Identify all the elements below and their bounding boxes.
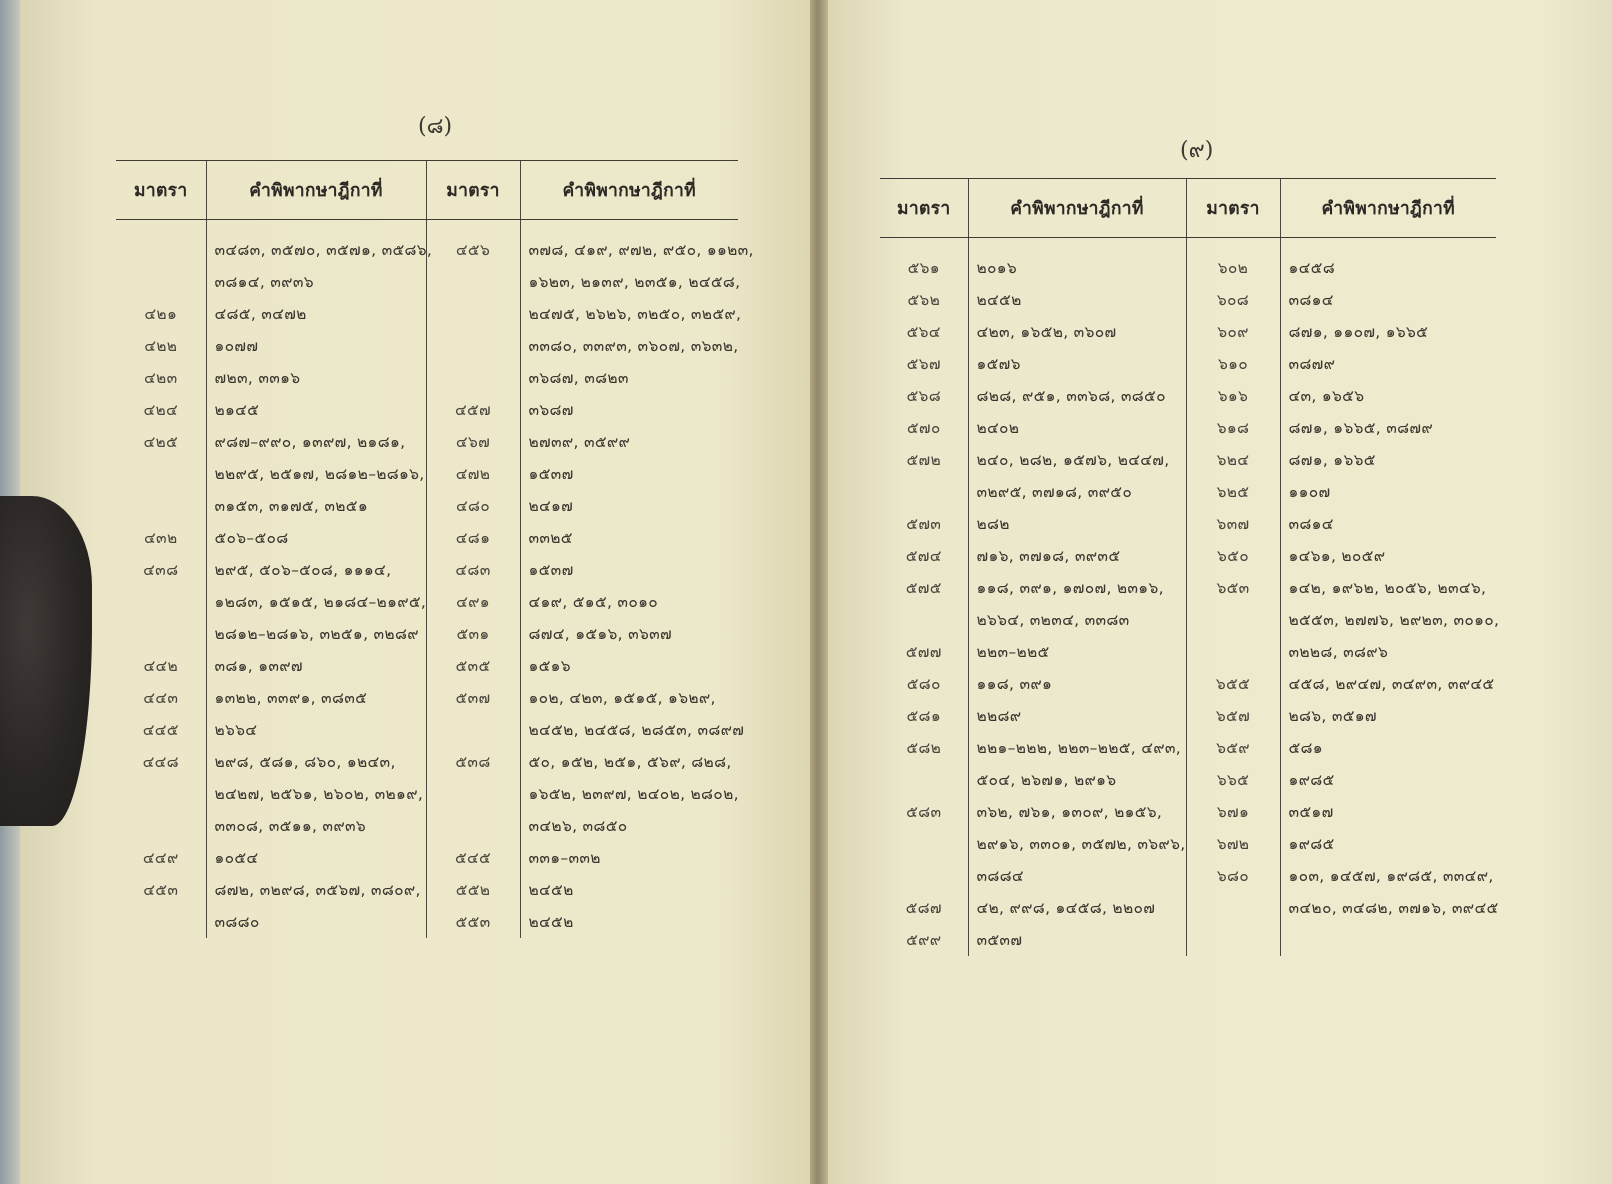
section-column (880, 238, 968, 957)
judgment-column (520, 220, 754, 939)
section-spacer (116, 586, 206, 618)
judgment-numbers-line: ๑๓๒๒, ๓๓๙๑, ๓๘๓๕ (214, 689, 368, 707)
judgment-numbers-line: ๒๔๐๒ (976, 419, 1020, 437)
judgment-column (1280, 238, 1500, 957)
section-spacer (116, 490, 206, 522)
section-number: ๕๘๒ (906, 739, 942, 757)
section-number: ๔๘๑ (455, 529, 491, 547)
page-number: (๘) (418, 114, 453, 139)
header-judgment-numbers: คำพิพากษาฎีกาที่ (206, 161, 426, 220)
judgment-numbers-line: ๓๖๘๗ (528, 401, 574, 419)
judgment-numbers-line: ๑๕๗๖ (976, 355, 1021, 373)
section-spacer (427, 330, 520, 362)
judgment-column (968, 238, 1186, 957)
section-number: ๔๕๓ (143, 881, 179, 899)
section-number: ๕๕๒ (455, 881, 491, 899)
section-number: ๕๓๑ (456, 625, 490, 643)
judgment-numbers-line: ๓๔๘๓, ๓๕๗๐, ๓๕๗๑, ๓๕๘๖, (214, 241, 433, 259)
table-header-row (880, 179, 1496, 238)
section-spacer (880, 604, 968, 636)
table-row (880, 238, 1496, 957)
judgment-numbers-line: ๔๕๘, ๒๙๔๗, ๓๔๙๓, ๓๙๔๕ (1288, 675, 1495, 693)
judgment-numbers-line: ๒๙๑๖, ๓๓๐๑, ๓๕๗๒, ๓๖๙๖, (976, 835, 1186, 853)
judgment-numbers-line: ๓๑๕๓, ๓๑๗๕, ๓๒๕๑ (214, 497, 368, 515)
judgment-numbers-line: ๓๕๑๗ (1288, 803, 1334, 821)
section-spacer (880, 828, 968, 860)
header-judgment-numbers: คำพิพากษาฎีกาที่ (1280, 179, 1496, 238)
judgment-numbers-line: ๘๒๘, ๙๕๑, ๓๓๖๘, ๓๘๕๐ (976, 387, 1166, 405)
judgment-numbers-line: ๒๙๕, ๕๐๖–๕๐๘, ๑๑๑๔, (214, 561, 392, 579)
judgment-numbers-line: ๓๔๒๐, ๓๔๘๒, ๓๗๑๖, ๓๙๔๕ (1288, 899, 1499, 917)
header-section: มาตรา (426, 161, 520, 220)
thumb-shadow (0, 496, 92, 826)
section-number: ๔๔๓ (143, 689, 179, 707)
judgment-numbers-line: ๕๘๑ (1288, 739, 1323, 757)
judgment-numbers-line: ๔๒๓, ๑๖๕๒, ๓๖๐๗ (976, 323, 1117, 341)
section-number: ๔๒๓ (144, 369, 178, 387)
judgment-numbers-line: ๔๑๙, ๕๑๕, ๓๐๑๐ (528, 593, 658, 611)
judgment-numbers-line: ๓๔๒๖, ๓๘๕๐ (528, 817, 628, 835)
section-spacer (880, 860, 968, 892)
section-number: ๖๐๘ (1216, 291, 1250, 309)
section-number: ๕๗๔ (905, 547, 942, 565)
judgment-numbers-line: ๑๖๒๓, ๒๑๓๙, ๒๓๕๑, ๒๔๕๘, (528, 273, 741, 291)
judgment-numbers-line: ๓๘๘๐ (214, 913, 260, 931)
judgment-numbers-line: ๑๑๘, ๓๙๑, ๑๗๐๗, ๒๓๑๖, (976, 579, 1164, 597)
judgment-numbers-line: ๒๒๘๙ (976, 707, 1022, 725)
judgment-numbers-line: ๓๖๘๗, ๓๘๒๓ (528, 369, 629, 387)
judgment-numbers-line: ๘๗๔, ๑๕๑๖, ๓๖๓๗ (528, 625, 672, 643)
judgment-numbers-line: ๓๓๐๘, ๓๕๑๑, ๓๙๓๖ (214, 817, 367, 835)
section-number: ๕๘๑ (906, 707, 941, 725)
section-spacer (116, 618, 206, 650)
judgment-numbers-line: ๕๐๖–๕๐๘ (214, 529, 289, 547)
judgment-numbers-line: ๓๘๑๔ (1288, 291, 1334, 309)
page-number: (๙) (1180, 138, 1214, 163)
judgment-numbers-line: ๘๗๒, ๓๒๙๘, ๓๕๖๗, ๓๘๐๙, (214, 881, 421, 899)
section-spacer (1187, 604, 1280, 636)
section-spacer (116, 810, 206, 842)
section-number: ๔๙๑ (456, 593, 490, 611)
section-spacer (1187, 636, 1280, 668)
section-number: ๕๕๓ (455, 913, 491, 931)
judgment-numbers-line: ๔๘๕, ๓๔๗๒ (214, 305, 307, 323)
judgment-numbers-line: ๑๐๓, ๑๔๕๗, ๑๙๘๕, ๓๓๔๙, (1288, 867, 1494, 885)
judgment-numbers-line: ๒๔๐, ๒๘๒, ๑๕๗๖, ๒๔๔๗, (976, 451, 1170, 469)
table-header-row (116, 161, 738, 220)
section-column (426, 220, 520, 939)
judgment-numbers-line: ๒๙๘, ๕๘๑, ๘๖๐, ๑๒๔๓, (214, 753, 396, 771)
section-number: ๕๖๑ (907, 259, 940, 277)
section-spacer (116, 234, 206, 266)
judgment-numbers-line: ๘๗๑, ๑๖๖๕, ๓๘๗๙ (1288, 419, 1433, 437)
section-number: ๔๔๘ (142, 753, 179, 771)
section-number: ๕๘๗ (905, 899, 942, 917)
section-spacer (116, 778, 206, 810)
judgment-numbers-line: ๑๐๕๔ (214, 849, 259, 867)
judgment-numbers-line: ๗๑๖, ๓๗๑๘, ๓๙๓๕ (976, 547, 1121, 565)
section-number: ๕๘๐ (906, 675, 941, 693)
judgment-numbers-line: ๕๐๔, ๒๖๗๑, ๒๙๑๖ (976, 771, 1117, 789)
judgment-numbers-line: ๓๘๘๔ (976, 867, 1024, 885)
judgment-numbers-line: ๒๔๗๕, ๒๖๒๖, ๓๒๕๐, ๓๒๕๙, (528, 305, 742, 323)
judgment-numbers-line: ๓๘๑๔ (1288, 515, 1334, 533)
judgment-numbers-line: ๒๒๙๕, ๒๕๑๗, ๒๘๑๒–๒๘๑๖, (214, 465, 425, 483)
section-number: ๖๕๗ (1215, 707, 1251, 725)
section-spacer (116, 906, 206, 938)
judgment-numbers-line: ๓๗๘, ๔๑๙, ๙๗๒, ๙๕๐, ๑๑๒๓, (528, 241, 754, 259)
section-number: ๕๖๗ (906, 355, 941, 373)
section-spacer (880, 764, 968, 796)
judgment-numbers-line: ๘๗๑, ๑๑๐๗, ๑๖๖๕ (1288, 323, 1429, 341)
left-page (20, 0, 810, 1184)
judgment-numbers-line: ๑๙๘๕ (1288, 835, 1335, 853)
section-number: ๕๘๓ (906, 803, 942, 821)
judgment-numbers-line: ๑๔๒, ๑๙๖๒, ๒๐๕๖, ๒๓๔๖, (1288, 579, 1487, 597)
section-number: ๖๓๗ (1216, 515, 1250, 533)
section-number: ๔๒๕ (143, 433, 179, 451)
section-number: ๔๕๖ (455, 241, 491, 259)
judgment-numbers-line: ๒๒๓–๒๒๕ (976, 643, 1050, 661)
section-number: ๖๗๑ (1216, 803, 1250, 821)
judgment-numbers-line: ๗๒๓, ๓๓๑๖ (214, 369, 301, 387)
judgment-numbers-line: ๑๙๘๕ (1288, 771, 1335, 789)
section-number: ๖๕๕ (1215, 675, 1251, 693)
index-table (880, 178, 1500, 956)
section-number: ๕๓๕ (455, 657, 491, 675)
judgment-numbers-line: ๒๔๕๒ (528, 881, 574, 899)
section-column (116, 220, 206, 939)
section-spacer (427, 778, 520, 810)
judgment-numbers-line: ๙๘๗–๙๙๐, ๑๓๙๗, ๒๑๘๑, (214, 433, 406, 451)
index-table (116, 160, 754, 938)
judgment-numbers-line: ๒๔๑๗ (528, 497, 574, 515)
section-spacer (427, 362, 520, 394)
section-number: ๖๐๙ (1217, 323, 1249, 341)
header-section: มาตรา (1186, 179, 1280, 238)
judgment-column (206, 220, 433, 939)
judgment-numbers-line: ๑๕๑๖ (528, 657, 571, 675)
section-number: ๕๖๔ (906, 323, 941, 341)
judgment-numbers-line: ๔๒, ๙๙๘, ๑๔๕๘, ๒๒๐๗ (976, 899, 1156, 917)
section-spacer (116, 458, 206, 490)
header-judgment-numbers: คำพิพากษาฎีกาที่ (968, 179, 1186, 238)
section-number: ๕๖๒ (907, 291, 941, 309)
judgment-numbers-line: ๑๔๕๘ (1288, 259, 1335, 277)
judgment-numbers-line: ๑๖๕๒, ๒๓๙๗, ๒๔๐๒, ๒๘๐๒, (528, 785, 739, 803)
judgment-numbers-line: ๒๘๑๒–๒๘๑๖, ๓๒๕๑, ๓๒๘๙ (214, 625, 419, 643)
judgment-numbers-line: ๓๓๑–๓๓๒ (528, 849, 601, 867)
judgment-numbers-line: ๕๐, ๑๕๒, ๒๕๑, ๕๖๙, ๘๒๘, (528, 753, 732, 771)
section-number: ๔๔๕ (142, 721, 179, 739)
section-number: ๔๔๒ (143, 657, 179, 675)
judgment-numbers-line: ๒๐๑๖ (976, 259, 1018, 277)
section-number: ๔๒๔ (143, 401, 179, 419)
section-number: ๔๘๐ (455, 497, 491, 515)
section-spacer (1187, 892, 1280, 924)
judgment-numbers-line: ๓๘๑๔, ๓๙๓๖ (214, 273, 314, 291)
judgment-numbers-line: ๒๒๑–๒๒๒, ๒๒๓–๒๒๕, ๔๙๓, (976, 739, 1182, 757)
header-section: มาตรา (880, 179, 968, 238)
judgment-numbers-line: ๒๔๒๗, ๒๕๖๑, ๒๖๐๒, ๓๒๑๙, (214, 785, 424, 803)
judgment-numbers-line: ๓๒๙๕, ๓๗๑๘, ๓๙๕๐ (976, 483, 1133, 501)
section-number: ๖๕๐ (1217, 547, 1249, 565)
judgment-numbers-line: ๒๔๕๒, ๒๔๕๘, ๒๘๕๓, ๓๘๙๗ (528, 721, 745, 739)
section-number: ๖๗๒ (1216, 835, 1250, 853)
judgment-numbers-line: ๒๘๒ (976, 515, 1010, 533)
section-number: ๔๔๙ (142, 849, 179, 867)
section-spacer (427, 810, 520, 842)
section-number: ๖๑๘ (1216, 419, 1250, 437)
judgment-numbers-line: ๓๕๓๗ (976, 931, 1023, 949)
judgment-numbers-line: ๑๑๘, ๓๙๑ (976, 675, 1053, 693)
judgment-numbers-line: ๑๕๓๗ (528, 465, 574, 483)
judgment-numbers-line: ๑๑๐๗ (1288, 483, 1331, 501)
judgment-numbers-line: ๑๐๗๗ (214, 337, 259, 355)
section-number: ๖๕๙ (1216, 739, 1250, 757)
section-spacer (116, 266, 206, 298)
section-number: ๖๕๓ (1216, 579, 1250, 597)
judgment-numbers-line: ๒๖๖๔ (214, 721, 258, 739)
section-number: ๔๓๘ (143, 561, 179, 579)
section-number: ๔๓๒ (144, 529, 178, 547)
judgment-numbers-line: ๒๔๕๒ (528, 913, 574, 931)
judgment-numbers-line: ๒๕๕๓, ๒๗๗๖, ๒๙๒๓, ๓๐๑๐, (1288, 611, 1500, 629)
section-number: ๔๖๗ (455, 433, 491, 451)
judgment-numbers-line: ๒๘๖, ๓๕๑๗ (1288, 707, 1377, 725)
section-number: ๕๗๒ (906, 451, 941, 469)
header-section: มาตรา (116, 161, 206, 220)
judgment-numbers-line: ๓๘๑, ๑๓๙๗ (214, 657, 303, 675)
judgment-numbers-line: ๓๓๘๐, ๓๓๙๓, ๓๖๐๗, ๓๖๓๒, (528, 337, 739, 355)
section-number: ๔๘๓ (455, 561, 491, 579)
section-spacer (427, 266, 520, 298)
section-column (1186, 238, 1280, 957)
section-number: ๔๗๒ (455, 465, 491, 483)
section-number: ๕๖๘ (906, 387, 941, 405)
section-number: ๖๘๐ (1216, 867, 1250, 885)
section-number: ๖๒๔ (1216, 451, 1250, 469)
section-number: ๖๒๕ (1216, 483, 1250, 501)
section-number: ๖๑๖ (1217, 387, 1249, 405)
section-number: ๖๑๐ (1217, 355, 1249, 373)
judgment-numbers-line: ๑๕๓๗ (528, 561, 574, 579)
section-spacer (880, 476, 968, 508)
table-row (116, 220, 738, 939)
judgment-numbers-line: ๑๔๖๑, ๒๐๕๙ (1288, 547, 1386, 565)
judgment-numbers-line: ๓๘๗๙ (1288, 355, 1336, 373)
judgment-numbers-line: ๒๖๖๔, ๓๒๓๔, ๓๓๘๓ (976, 611, 1130, 629)
book-gutter (808, 0, 830, 1184)
judgment-numbers-line: ๒๔๕๒ (976, 291, 1022, 309)
section-number: ๔๒๒ (144, 337, 178, 355)
judgment-numbers-line: ๓๒๒๘, ๓๘๙๖ (1288, 643, 1389, 661)
section-number: ๕๓๗ (455, 689, 491, 707)
judgment-numbers-line: ๓๓๒๕ (528, 529, 573, 547)
section-number: ๕๙๙ (906, 931, 942, 949)
judgment-numbers-line: ๔๓, ๑๖๕๖ (1288, 387, 1365, 405)
judgment-numbers-line: ๘๗๑, ๑๖๖๕ (1288, 451, 1376, 469)
section-number: ๔๒๑ (144, 305, 178, 323)
section-number: ๔๕๗ (454, 401, 492, 419)
section-number: ๕๓๘ (455, 753, 491, 771)
right-page (828, 0, 1612, 1184)
section-number: ๕๗๗ (905, 643, 942, 661)
header-judgment-numbers: คำพิพากษาฎีกาที่ (520, 161, 738, 220)
section-number: ๕๗๐ (906, 419, 941, 437)
section-number: ๖๖๕ (1216, 771, 1250, 789)
section-spacer (427, 714, 520, 746)
judgment-numbers-line: ๒๗๓๙, ๓๕๙๙ (528, 433, 631, 451)
section-number: ๕๗๓ (906, 515, 942, 533)
judgment-numbers-line: ๓๖๒, ๗๖๑, ๑๓๐๙, ๒๑๕๖, (976, 803, 1163, 821)
section-number: ๕๔๕ (454, 849, 492, 867)
section-spacer (427, 298, 520, 330)
judgment-numbers-line: ๒๑๔๕ (214, 401, 260, 419)
section-number: ๕๗๕ (905, 579, 942, 597)
judgment-numbers-line: ๑๐๒, ๔๒๓, ๑๕๑๕, ๑๖๒๙, (528, 689, 716, 707)
section-number: ๖๐๒ (1217, 259, 1249, 277)
judgment-numbers-line: ๑๒๘๓, ๑๕๑๕, ๒๑๘๔–๒๑๙๕, (214, 593, 427, 611)
